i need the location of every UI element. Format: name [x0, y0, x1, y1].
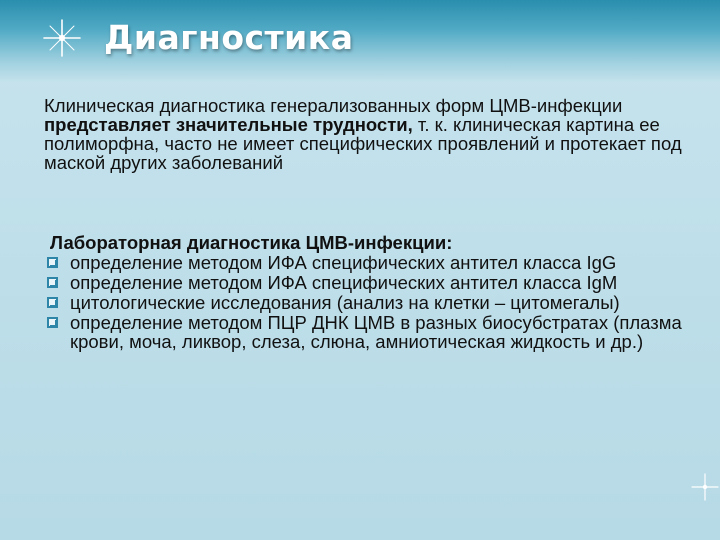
checkbox-bullet-icon	[47, 257, 58, 268]
slide-title: Диагностика	[104, 18, 354, 57]
lab-list	[44, 253, 694, 351]
checkbox-bullet-icon	[47, 277, 58, 288]
sparkle-icon	[42, 18, 82, 58]
intro-text-end: т. к. клиническая картина ее полиморфна, часто не имеет специфических проявлений и протекает под маской других заболеваний	[44, 114, 682, 173]
intro-text-start: Клиническая диагностика генерализованных форм ЦМВ-инфекции	[44, 95, 623, 116]
list-item	[44, 313, 694, 351]
checkbox-bullet-icon	[47, 317, 58, 328]
intro-paragraph	[44, 96, 684, 172]
lab-diagnostics-section	[44, 233, 694, 351]
list-item-text: определение методом ИФА специфических антител класса IgG	[70, 252, 617, 273]
lab-heading: Лабораторная диагностика ЦМВ-инфекции:	[50, 232, 453, 253]
list-item	[44, 293, 694, 312]
checkbox-bullet-icon	[47, 297, 58, 308]
sparkle-icon	[690, 472, 720, 502]
list-item-text: определение методом ПЦР ДНК ЦМВ в разных биосубстратах (плазма крови, моча, ликвор, слеза, слюна, амниотическая жидкость и др.)	[70, 312, 682, 352]
list-item	[44, 253, 694, 272]
list-item	[44, 273, 694, 292]
list-item-text: цитологические исследования (анализ на клетки – цитомегалы)	[70, 292, 620, 313]
intro-emphasis: представляет значительные трудности,	[44, 114, 413, 135]
list-item-text: определение методом ИФА специфических антител класса IgM	[70, 272, 618, 293]
